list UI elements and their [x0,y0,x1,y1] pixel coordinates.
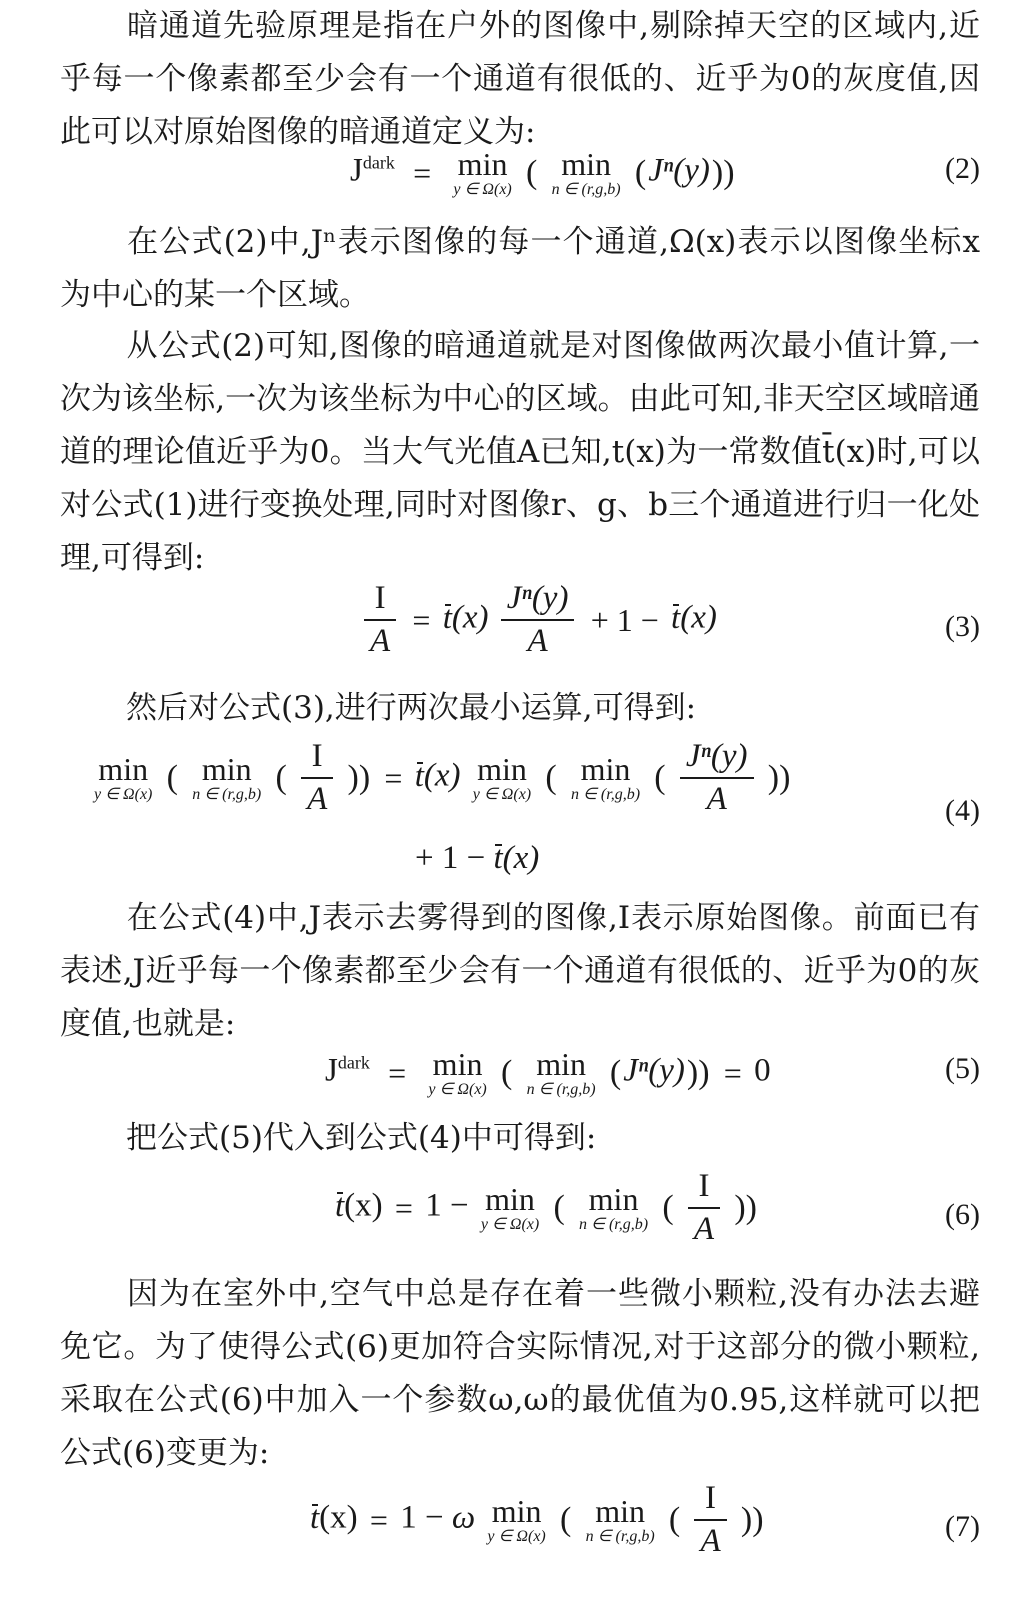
paragraph-text: 因为在室外中,空气中总是存在着一些微小颗粒,没有办法去避免它。为了使得公式(6)更加符合实际情况,对于这部分的微小颗粒,采取在公式(6)中加入一个参数ω,ω的最优值为0.95,这样就可以把公式(6)变更为: [60,1276,980,1471]
paragraph-omega-parameter [60,1268,980,1480]
equation-number: (7) [945,1510,980,1543]
paragraph-channel-explanation [60,216,980,322]
paragraph-substitute [60,1112,980,1165]
equation-number: (4) [945,794,980,827]
paragraph-text: 然后对公式(3),进行两次最小运算,可得到: [126,690,697,726]
equation-6-body: t(x) = 1 − min y ∈ Ω(x) ( min n ∈ (r,g,b) ( $\frac{I}{A}$ )) [335,1168,757,1247]
paragraph-dark-channel-definition [60,0,980,159]
equation-7 [60,1480,980,1590]
equation-2 [60,148,980,214]
equation-5-body: $J^{dark}$ = min y ∈ Ω(x) ( min n ∈ (r,g,b) (Jⁿ(y))) = 0 [325,1046,771,1098]
equation-number: (2) [945,152,980,185]
equation-3-body: $\frac{I}{A}$ = t(x) $\frac{\text{Jⁿ(y)}}{A}$ + 1 − t(x) [360,580,717,660]
equation-number: (6) [945,1198,980,1231]
equation-6 [60,1168,980,1268]
equation-3 [60,580,980,680]
equation-2-body: $J^{dark}$ = min y ∈ Ω(x) ( min n ∈ (r,g,b) (Jⁿ(y))) [350,146,735,198]
equation-4 [60,738,980,888]
paragraph-transmission [60,320,980,585]
paragraph-text: 暗通道先验原理是指在户外的图像中,剔除掉天空的区域内,近乎每一个像素都至少会有一个通道有很低的、近乎为0的灰度值,因此可以对原始图像的暗通道定义为: [60,8,980,150]
paragraph-text: 从公式(2)可知,图像的暗通道就是对图像做两次最小值计算,一次为该坐标,一次为该坐标为中心的区域。由此可知,非天空区域暗通道的理论值近乎为0。当大气光值A已知,t(x)为一常数值t̄(x)时,可以对公式(1)进行变换处理,同时对图像r、g、b三个通道进行归一化处理,可得到: [60,328,980,576]
equation-number: (3) [945,610,980,643]
equation-5 [60,1048,980,1110]
equation-4-continuation: + 1 − t(x) [415,840,540,876]
paragraph-min-operation [60,682,980,735]
paragraph-text: 在公式(4)中,J表示去雾得到的图像,I表示原始图像。前面已有表述,J近乎每一个像素都至少会有一个通道有很低的、近乎为0的灰度值,也就是: [60,900,980,1042]
equation-7-body: t(x) = 1 − ω min y ∈ Ω(x) ( min n ∈ (r,g,b) ( $\frac{I}{A}$ )) [310,1480,764,1559]
equation-number: (5) [945,1052,980,1085]
paragraph-text: 把公式(5)代入到公式(4)中可得到: [126,1120,597,1156]
equation-4-body: min y ∈ Ω(x) ( min n ∈ (r,g,b) ( $\frac{I}{A}$ )) = t(x) min y ∈ Ω(x) ( min n ∈ (r,g,b) ( $\frac{\text{Jⁿ(y)}}{A}$ )) [94,738,791,817]
paragraph-dehaze-explanation [60,892,980,1051]
paragraph-text: 在公式(2)中,Jⁿ表示图像的每一个通道,Ω(x)表示以图像坐标x为中心的某一个区域。 [60,224,980,313]
